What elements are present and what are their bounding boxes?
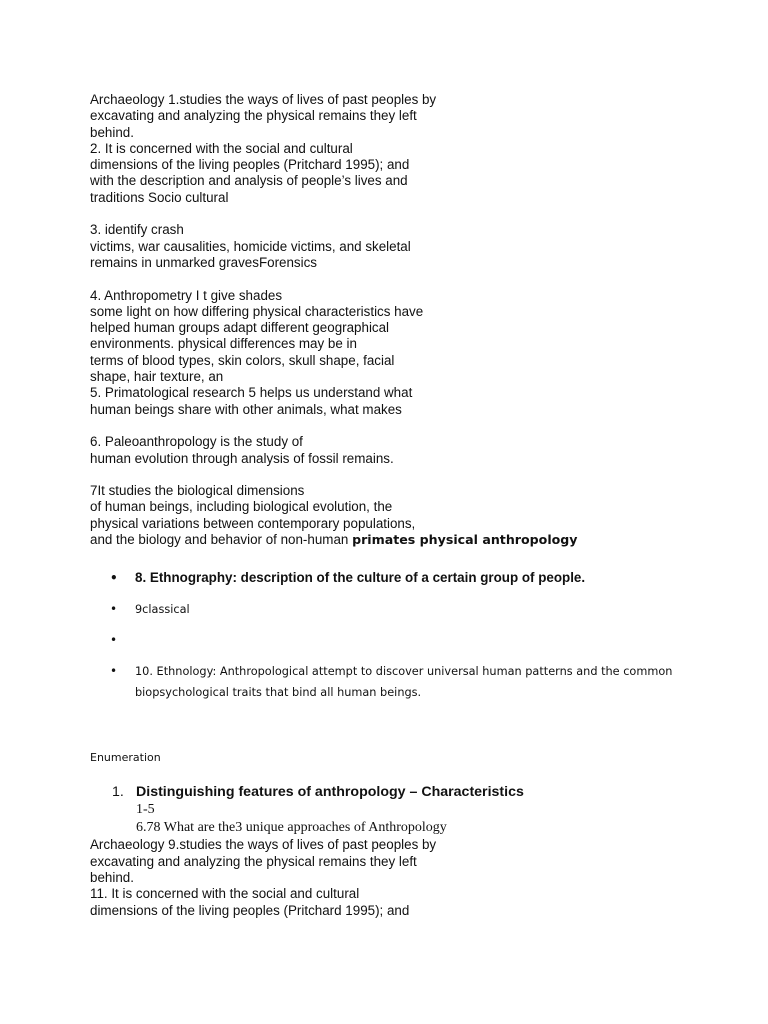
list-item (110, 602, 750, 617)
paragraph-archaeology-repeat (90, 837, 730, 918)
bullet-icon: • (110, 602, 118, 617)
text-line: environments. physical differences may be in (90, 336, 357, 352)
text-line: behind. (90, 124, 134, 140)
text-line: dimensions of the living peoples (Pritchard 1995); and (90, 157, 410, 173)
text-line: of human beings, including biological evolution, the (90, 499, 393, 515)
text-line: traditions Socio cultural (90, 189, 229, 205)
text-line: 7It studies the biological dimensions (90, 483, 305, 499)
bullet-list (110, 570, 750, 703)
text-line: 5. Primatological research 5 helps us understand what (90, 385, 413, 401)
numbered-list (112, 784, 752, 837)
list-number: 1. (112, 784, 124, 801)
text-line: 6. Paleoanthropology is the study of (90, 434, 303, 450)
text-line: excavating and analyzing the physical remains they left (90, 108, 417, 124)
paragraph-gap (90, 206, 730, 222)
list-item-text: 10. Ethnology: Anthropological attempt to discover universal human patterns and the common (135, 665, 673, 679)
text-line: human evolution through analysis of fossil remains. (90, 450, 394, 466)
list-item-empty (110, 633, 750, 648)
list-item (110, 570, 750, 586)
text-line: 11. It is concerned with the social and cultural (90, 886, 360, 902)
list-item-text: biopsychological traits that bind all human beings. (135, 686, 422, 700)
text-line: shape, hair texture, an (90, 369, 224, 385)
numbered-item-heading (112, 784, 752, 801)
text-line: human beings share with other animals, what makes (90, 401, 402, 417)
bullet-icon: • (110, 664, 118, 679)
text-line: Archaeology 1.studies the ways of lives of past peoples by (90, 92, 437, 107)
text-bold: primates physical anthropology (352, 532, 578, 548)
text-line: Archaeology 9.studies the ways of lives of past peoples by (90, 837, 437, 853)
text-line: 3. identify crash (90, 222, 184, 238)
text-line: terms of blood types, skin colors, skull shape, facial (90, 352, 395, 368)
document-page (90, 92, 730, 919)
list-item (110, 661, 750, 703)
paragraph-gap (90, 271, 730, 287)
numbered-item-sub: 6.78 What are the3 unique approaches of Anthropology (136, 820, 447, 836)
paragraph-archaeology (90, 92, 730, 548)
text-line: behind. (90, 869, 134, 885)
heading-text: Distinguishing features of anthropology – Characteristics (136, 784, 524, 801)
enumeration-heading: Enumeration (90, 751, 161, 765)
text-line: physical variations between contemporary populations, (90, 515, 416, 531)
text-line: victims, war causalities, homicide victims, and skeletal (90, 238, 411, 254)
text-line: some light on how differing physical characteristics have (90, 303, 424, 319)
bullet-icon: • (110, 633, 118, 648)
text-plain: and the biology and behavior of non-human (90, 532, 353, 548)
bullet-icon: • (110, 571, 118, 586)
text-line: helped human groups adapt different geographical (90, 320, 390, 336)
text-line: remains in unmarked gravesForensics (90, 254, 317, 270)
text-line: 2. It is concerned with the social and cultural (90, 140, 353, 156)
text-line-mixed (90, 532, 730, 548)
text-line: with the description and analysis of people’s lives and (90, 173, 408, 189)
paragraph-gap (90, 467, 730, 483)
list-item-text: 8. Ethnography: description of the culture of a certain group of people. (135, 570, 586, 586)
numbered-item-sub: 1-5 (136, 802, 155, 818)
list-item-text: 9classical (135, 603, 190, 617)
text-line: 4. Anthropometry I t give shades (90, 287, 283, 303)
text-line: dimensions of the living peoples (Pritchard 1995); and (90, 902, 410, 918)
paragraph-gap (90, 418, 730, 434)
text-line: excavating and analyzing the physical remains they left (90, 853, 417, 869)
